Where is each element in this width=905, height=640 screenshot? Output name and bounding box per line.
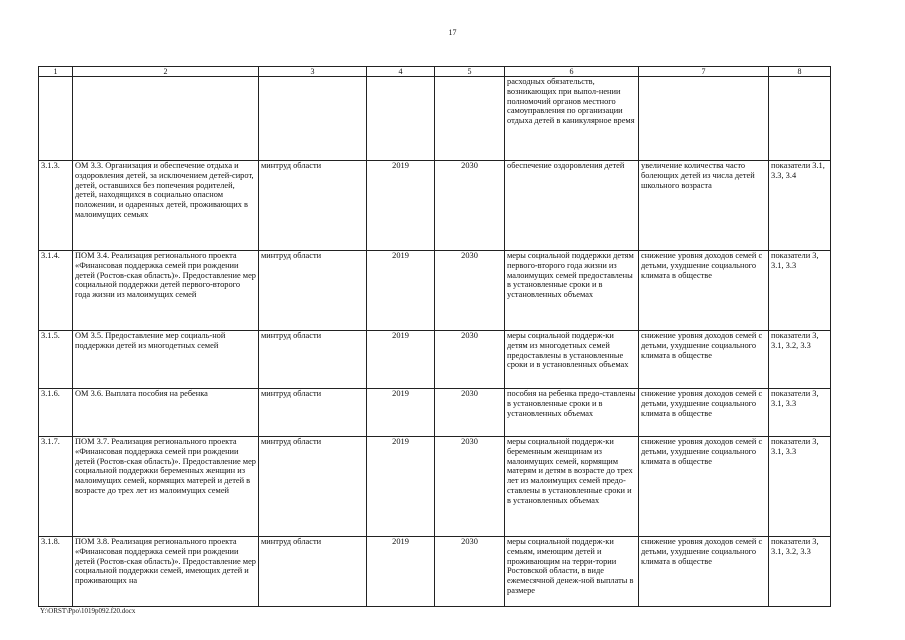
row-number: 3.1.6. [39, 389, 73, 437]
end-year: 2030 [435, 251, 505, 331]
executor: минтруд области [259, 389, 367, 437]
expected-result: меры социальной поддержки детям первого-второго года жизни из малоимущих семей предоставлены в установленные сроки и в установленных объемах [505, 251, 639, 331]
expected-result: меры социальной поддерж-ки семьям, имеющим детей и проживающим на терри-тории Ростовской области, в виде ежемесячной денеж-ной выплаты в размере [505, 537, 639, 607]
end-year: 2030 [435, 331, 505, 389]
executor: минтруд области [259, 437, 367, 537]
row-number: 3.1.7. [39, 437, 73, 537]
end-year: 2030 [435, 389, 505, 437]
table-row [39, 161, 831, 251]
consequence: увеличение количества часто болеющих детей из числа детей школьного возраста [639, 161, 769, 251]
start-year: 2019 [367, 331, 435, 389]
col-header: 1 [39, 67, 73, 77]
table-row [39, 537, 831, 607]
measures-table [38, 66, 831, 607]
measure-name: ОМ 3.5. Предоставление мер социаль-ной поддержки детей из многодетных семей [73, 331, 259, 389]
end-year [435, 77, 505, 161]
consequence: снижение уровня доходов семей с детьми, ухудшение социального климата в обществе [639, 251, 769, 331]
table-row [39, 437, 831, 537]
start-year: 2019 [367, 437, 435, 537]
executor: минтруд области [259, 537, 367, 607]
consequence: снижение уровня доходов семей с детьми, ухудшение социального климата в обществе [639, 389, 769, 437]
start-year: 2019 [367, 537, 435, 607]
table-row [39, 77, 831, 161]
start-year: 2019 [367, 161, 435, 251]
col-header: 8 [769, 67, 831, 77]
page-number: 17 [448, 28, 457, 37]
consequence: снижение уровня доходов семей с детьми, ухудшение социального климата в обществе [639, 437, 769, 537]
consequence: снижение уровня доходов семей с детьми, ухудшение социального климата в обществе [639, 537, 769, 607]
expected-result: меры социальной поддерж-ки детям из многодетных семей предоставлены в установленные сроки и в установленных объемах [505, 331, 639, 389]
column-number-row [39, 67, 831, 77]
row-number: 3.1.5. [39, 331, 73, 389]
start-year [367, 77, 435, 161]
col-header: 3 [259, 67, 367, 77]
indicator-link: показатели 3, 3.1, 3.3 [769, 389, 831, 437]
measure-name: ПОМ 3.7. Реализация регионального проекта «Финансовая поддержка семей при рождении детей (Ростов-ская область)». Предоставление мер социальной поддержки беременных женщин из малоимущих семей, кормящих матерей и детей в возрасте до трех лет из малоимущих семей [73, 437, 259, 537]
col-header: 4 [367, 67, 435, 77]
end-year: 2030 [435, 437, 505, 537]
table-row [39, 251, 831, 331]
expected-result: меры социальной поддерж-ки беременным женщинам из малоимущих семей, кормящим матерям и детям в возрасте до трех лет из малоимущих семей предо-ставлены в установленные сроки и в установленных объемах [505, 437, 639, 537]
col-header: 6 [505, 67, 639, 77]
consequence [639, 77, 769, 161]
indicator-link: показатели 3, 3.1, 3.2, 3.3 [769, 331, 831, 389]
row-number: 3.1.8. [39, 537, 73, 607]
measure-name: ПОМ 3.8. Реализация регионального проекта «Финансовая поддержка семей при рождении детей (Ростов-ская область)». Предоставление мер социальной поддержки семей, имеющих детей и проживающих на [73, 537, 259, 607]
measure-name [73, 77, 259, 161]
executor: минтруд области [259, 251, 367, 331]
indicator-link: показатели 3, 3.1, 3.3 [769, 251, 831, 331]
expected-result: расходных обязательств, возникающих при выпол-нении полномочий органов местного самоуправления по организации отдыха детей в каникулярное время [505, 77, 639, 161]
measure-name: ПОМ 3.4. Реализация регионального проекта «Финансовая поддержка семей при рождении детей (Ростов-ская область)». Предоставление мер социальной поддержки детей первого-второго года жизни из малоимущих семей [73, 251, 259, 331]
expected-result: обеспечение оздоровления детей [505, 161, 639, 251]
indicator-link: показатели 3.1, 3.3, 3.4 [769, 161, 831, 251]
indicator-link [769, 77, 831, 161]
end-year: 2030 [435, 161, 505, 251]
end-year: 2030 [435, 537, 505, 607]
start-year: 2019 [367, 389, 435, 437]
start-year: 2019 [367, 251, 435, 331]
file-path-footer: Y:\ORST\Ppo\1019p092.f20.docx [40, 607, 136, 615]
col-header: 7 [639, 67, 769, 77]
expected-result: пособия на ребенка предо-ставлены в установленные сроки и в установленных объемах [505, 389, 639, 437]
measure-name: ОМ 3.3. Организация и обеспечение отдыха и оздоровления детей, за исключением детей-сирот, детей, оставшихся без попечения родителей, детей, находящихся в социально опасном положении, и одаренных детей, проживающих в малоимущих семьях [73, 161, 259, 251]
row-number: 3.1.3. [39, 161, 73, 251]
col-header: 5 [435, 67, 505, 77]
executor: минтруд области [259, 161, 367, 251]
consequence: снижение уровня доходов семей с детьми, ухудшение социального климата в обществе [639, 331, 769, 389]
indicator-link: показатели 3, 3.1, 3.2, 3.3 [769, 537, 831, 607]
measure-name: ОМ 3.6. Выплата пособия на ребенка [73, 389, 259, 437]
executor: минтруд области [259, 331, 367, 389]
table-row [39, 331, 831, 389]
row-number [39, 77, 73, 161]
col-header: 2 [73, 67, 259, 77]
executor [259, 77, 367, 161]
table-row [39, 389, 831, 437]
indicator-link: показатели 3, 3.1, 3.3 [769, 437, 831, 537]
row-number: 3.1.4. [39, 251, 73, 331]
